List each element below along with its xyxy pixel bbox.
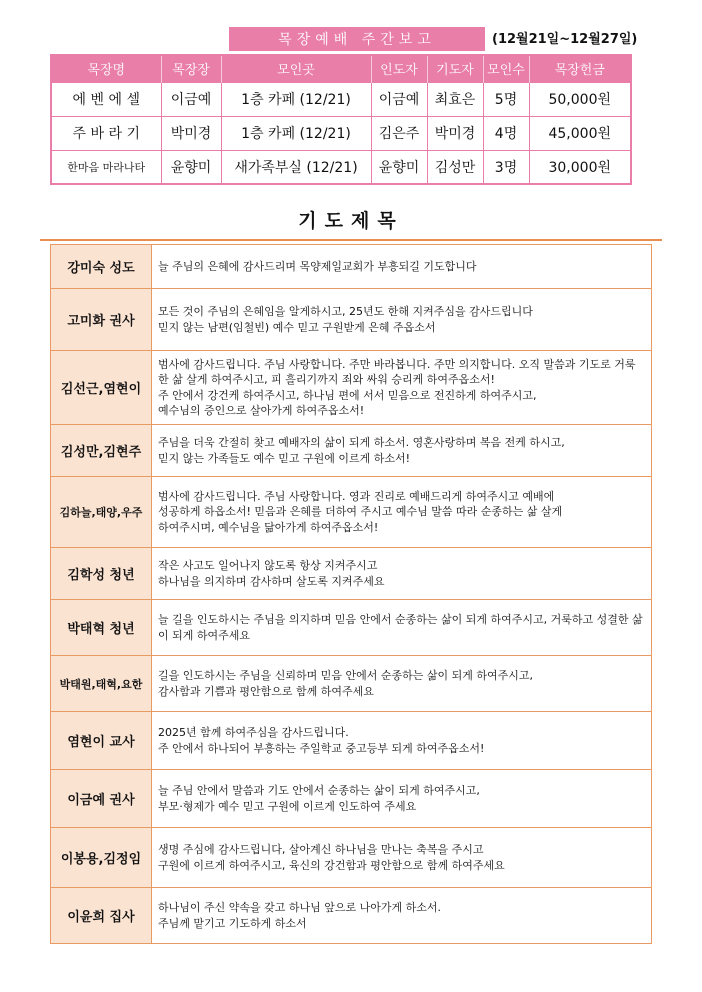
column-header: 목장헌금: [529, 55, 631, 82]
cell-prayer: 김성만: [427, 150, 483, 184]
prayer-name: 이윤희 집사: [51, 888, 152, 944]
prayer-name: 강미숙 성도: [51, 245, 152, 289]
prayer-row: [51, 351, 652, 425]
cell-presider: 김은주: [371, 116, 427, 150]
cell-attendance: 4명: [483, 116, 529, 150]
date-range: (12월21일~12월27일): [492, 32, 638, 47]
column-header: 인도자: [371, 55, 427, 82]
section-divider: [40, 239, 662, 241]
table-row: [51, 82, 631, 116]
column-header: 모인수: [483, 55, 529, 82]
prayer-row: [51, 425, 652, 477]
column-header: 기도자: [427, 55, 483, 82]
prayer-row: [51, 548, 652, 600]
prayer-row: [51, 770, 652, 828]
prayer-table: [50, 244, 652, 944]
prayer-name: 김성만,김현주: [51, 425, 152, 477]
table-row: [51, 150, 631, 184]
prayer-text: 범사에 감사드립니다. 주님 사랑합니다. 주만 바라봅니다. 주만 의지합니다. 오직 말씀과 기도로 거룩한 삶 살게 하여주시고, 피 흘리기까지 죄와 싸워 승리케 하여주옵소서! 주 안에서 강건케 하여주시고, 하나님 편에 서서 믿음으로 전진하게 하여주시고, 예수님의 증인으로 살아가게 하여주옵소서!: [152, 351, 652, 425]
cell-presider: 윤향미: [371, 150, 427, 184]
prayer-text: 늘 주님 안에서 말씀과 기도 안에서 순종하는 삶이 되게 하여주시고, 부모·형제가 예수 믿고 구원에 이르게 인도하여 주세요: [152, 770, 652, 828]
cell-prayer: 박미경: [427, 116, 483, 150]
prayer-row: [51, 656, 652, 712]
summary-header-row: [51, 55, 631, 82]
prayer-row: [51, 712, 652, 770]
prayer-name: 이금예 권사: [51, 770, 152, 828]
summary-table: [50, 54, 632, 185]
prayer-row: [51, 600, 652, 656]
cell-leader: 윤향미: [161, 150, 221, 184]
prayer-name: 박태혁 청년: [51, 600, 152, 656]
prayer-text: 늘 길을 인도하시는 주님을 의지하며 믿음 안에서 순종하는 삶이 되게 하여주시고, 거룩하고 성결한 삶이 되게 하여주세요: [152, 600, 652, 656]
column-header: 목장명: [51, 55, 161, 82]
cell-attendance: 3명: [483, 150, 529, 184]
prayer-text: 모든 것이 주님의 은혜임을 알게하시고, 25년도 한해 지켜주심을 감사드립니다 믿지 않는 남편(임철빈) 예수 믿고 구원받게 은혜 주옵소서: [152, 289, 652, 351]
prayer-name: 이봉용,김정임: [51, 828, 152, 888]
cell-place: 새가족부실 (12/21): [221, 150, 371, 184]
prayer-text: 하나님이 주신 약속을 갖고 하나님 앞으로 나아가게 하소서. 주님께 맡기고 기도하게 하소서: [152, 888, 652, 944]
prayer-text: 길을 인도하시는 주님을 신뢰하며 믿음 안에서 순종하는 삶이 되게 하여주시고, 감사함과 기쁨과 평안함으로 함께 하여주세요: [152, 656, 652, 712]
prayer-row: [51, 888, 652, 944]
cell-attendance: 5명: [483, 82, 529, 116]
cell-leader: 이금예: [161, 82, 221, 116]
prayer-text: 2025년 함께 하여주심을 감사드립니다. 주 안에서 하나되어 부흥하는 주일학교 중고등부 되게 하여주옵소서!: [152, 712, 652, 770]
cell-place: 1층 카페 (12/21): [221, 82, 371, 116]
prayer-name: 김하늘,태양,우주: [51, 477, 152, 548]
prayer-row: [51, 828, 652, 888]
report-title: 목장예배 주간보고: [229, 27, 485, 51]
column-header: 목장장: [161, 55, 221, 82]
cell-group-name: 주 바 라 기: [51, 116, 161, 150]
prayer-text: 늘 주님의 은혜에 감사드리며 목양제일교회가 부흥되길 기도합니다: [152, 245, 652, 289]
prayer-name: 고미화 권사: [51, 289, 152, 351]
prayer-text: 주님을 더욱 간절히 찾고 예배자의 삶이 되게 하소서. 영혼사랑하며 복음 전케 하시고, 믿지 않는 가족들도 예수 믿고 구원에 이르게 하소서!: [152, 425, 652, 477]
column-header: 모인곳: [221, 55, 371, 82]
cell-offering: 45,000원: [529, 116, 631, 150]
prayer-text: 범사에 감사드립니다. 주님 사랑합니다. 영과 진리로 예배드리게 하여주시고 예배에 성공하게 하옵소서! 믿음과 은혜를 더하여 주시고 예수님 말씀 따라 순종하는 삶 살게 하여주시며, 예수님을 닮아가게 하여주옵소서!: [152, 477, 652, 548]
cell-presider: 이금예: [371, 82, 427, 116]
prayer-name: 박태원,태혁,요한: [51, 656, 152, 712]
prayer-name: 김선근,염현이: [51, 351, 152, 425]
prayer-name: 염현이 교사: [51, 712, 152, 770]
prayer-row: [51, 289, 652, 351]
cell-offering: 30,000원: [529, 150, 631, 184]
prayer-section-title: 기도제목: [298, 210, 404, 232]
cell-place: 1층 카페 (12/21): [221, 116, 371, 150]
prayer-row: [51, 245, 652, 289]
cell-prayer: 최효은: [427, 82, 483, 116]
prayer-name: 김학성 청년: [51, 548, 152, 600]
prayer-text: 생명 주심에 감사드립니다, 살아계신 하나님을 만나는 축복을 주시고 구원에 이르게 하여주시고, 육신의 강건함과 평안함으로 함께 하여주세요: [152, 828, 652, 888]
cell-group-name: 에 벤 에 셀: [51, 82, 161, 116]
prayer-text: 작은 사고도 일어나지 않도록 항상 지켜주시고 하나님을 의지하며 감사하며 살도록 지켜주세요: [152, 548, 652, 600]
table-row: [51, 116, 631, 150]
cell-leader: 박미경: [161, 116, 221, 150]
cell-group-name: 한마음 마라나타: [51, 150, 161, 184]
cell-offering: 50,000원: [529, 82, 631, 116]
prayer-row: [51, 477, 652, 548]
